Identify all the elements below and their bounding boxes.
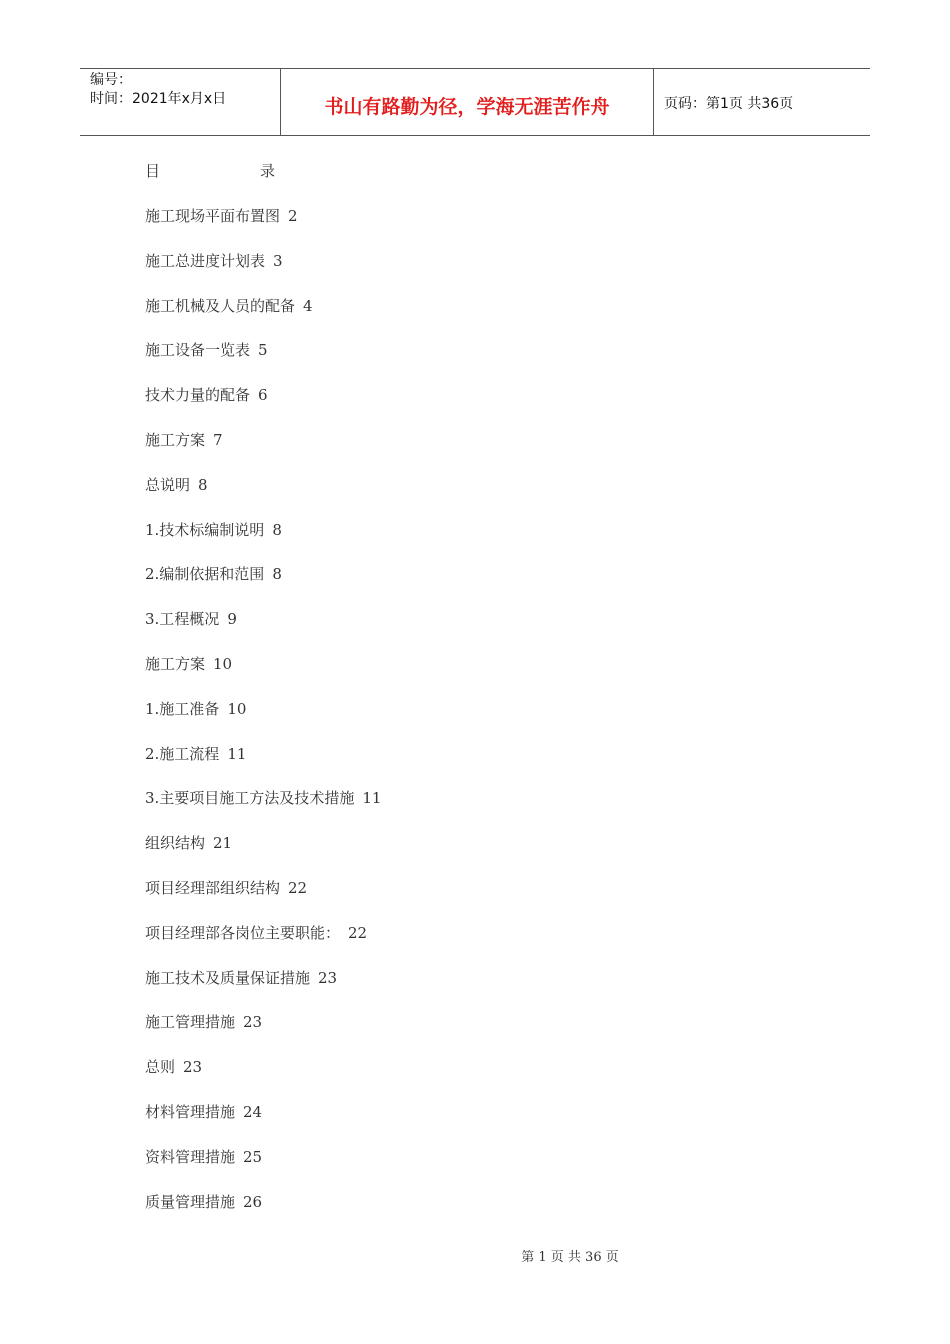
toc-entry[interactable] (145, 832, 381, 877)
toc-entry-page: 6 (258, 386, 268, 405)
toc-entry[interactable] (145, 1101, 381, 1146)
toc-entry-text: 施工方案 (145, 654, 206, 673)
toc-entry[interactable] (145, 474, 381, 519)
toc-entry-page: 8 (198, 475, 208, 494)
header-page-info: 页码：第1页 共36页 (664, 96, 794, 112)
time-label: 时间：2021年x月x日 (90, 91, 227, 107)
toc-entry-text: 资料管理措施 (145, 1147, 236, 1166)
header-meta (80, 69, 281, 135)
toc-entry-text: 施工方案 (145, 430, 206, 449)
toc-entry-text: 施工现场平面布置图 (145, 207, 281, 225)
toc-entry-text: 总说明 (145, 475, 191, 494)
toc-entry[interactable] (145, 1146, 381, 1191)
toc-entry-page: 10 (213, 654, 233, 673)
toc-entry-text: 施工技术及质量保证措施 (145, 968, 311, 987)
toc-entry-page: 23 (243, 1013, 263, 1032)
toc-title-right: 录 (260, 162, 276, 180)
toc-entry-text: 施工管理措施 (145, 1013, 236, 1032)
toc-title (145, 160, 275, 182)
toc-entry[interactable] (145, 205, 381, 250)
toc-entry[interactable] (145, 250, 381, 295)
toc-entry[interactable] (145, 698, 381, 743)
toc-entry-page: 9 (227, 610, 237, 629)
toc-entry-text: 项目经理部组织结构 (145, 878, 281, 897)
toc-entry[interactable] (145, 339, 381, 384)
toc-entry[interactable] (145, 922, 381, 967)
toc-entry[interactable] (145, 1056, 381, 1101)
number-label: 编号： (90, 72, 132, 88)
toc-entry-text: 项目经理部各岗位主要职能： (145, 923, 341, 942)
toc-entry[interactable] (145, 743, 381, 788)
toc-entry-text: 1.施工准备 (145, 699, 220, 718)
toc-entry-text: 总则 (145, 1058, 176, 1077)
toc-entry-page: 4 (303, 296, 313, 315)
toc-entry-page: 10 (227, 699, 247, 718)
toc-entry-page: 8 (272, 565, 282, 584)
header-motto: 书山有路勤为径，学海无涯苦作舟 (281, 69, 654, 135)
toc-entry[interactable] (145, 429, 381, 474)
toc-entry-text: 质量管理措施 (145, 1192, 236, 1211)
toc-entry-page: 25 (243, 1147, 263, 1166)
toc-entry[interactable] (145, 563, 381, 608)
toc-entry-page: 21 (213, 834, 233, 853)
toc-entry-page: 26 (243, 1192, 263, 1211)
page-footer: 第 1 页 共 36 页 (521, 1250, 619, 1265)
toc-entry-text: 2.施工流程 (145, 744, 220, 763)
toc-entry-text: 3.主要项目施工方法及技术措施 (145, 789, 355, 808)
toc-entry-page: 8 (272, 520, 282, 539)
toc-entry-page: 11 (227, 744, 247, 763)
toc-entry-page: 7 (213, 430, 223, 449)
toc-entry[interactable] (145, 384, 381, 429)
toc-entry-page: 22 (288, 878, 308, 897)
toc-entry[interactable] (145, 519, 381, 564)
toc-entry-page: 23 (183, 1058, 203, 1077)
toc-entry-text: 技术力量的配备 (145, 386, 251, 405)
toc-entry-page: 2 (288, 207, 298, 225)
toc-entry-text: 1.技术标编制说明 (145, 520, 265, 539)
toc-entry-text: 施工总进度计划表 (145, 251, 266, 270)
toc-entry-text: 3.工程概况 (145, 610, 220, 629)
toc-entry[interactable] (145, 877, 381, 922)
toc-entry[interactable] (145, 295, 381, 340)
toc-entry[interactable] (145, 967, 381, 1012)
toc-entry-page: 24 (243, 1102, 263, 1121)
toc-title-left: 目 (145, 162, 161, 180)
toc-entry[interactable] (145, 1191, 381, 1236)
toc-entry-page: 3 (273, 251, 283, 270)
toc-entry-page: 11 (362, 789, 382, 808)
toc-entry-page: 5 (258, 341, 268, 360)
page-header (80, 68, 870, 136)
toc-entry-page: 23 (318, 968, 338, 987)
toc-entry[interactable] (145, 653, 381, 698)
toc-entry-text: 施工机械及人员的配备 (145, 296, 296, 315)
toc-entry-page: 22 (348, 923, 368, 942)
toc-entry[interactable] (145, 608, 381, 653)
toc-entry[interactable] (145, 787, 381, 832)
toc-entry-text: 2.编制依据和范围 (145, 565, 265, 584)
toc-entry[interactable] (145, 1011, 381, 1056)
toc-entry-text: 施工设备一览表 (145, 341, 251, 360)
toc-entry-text: 组织结构 (145, 834, 206, 853)
toc-entry-text: 材料管理措施 (145, 1102, 236, 1121)
table-of-contents (145, 205, 381, 1235)
